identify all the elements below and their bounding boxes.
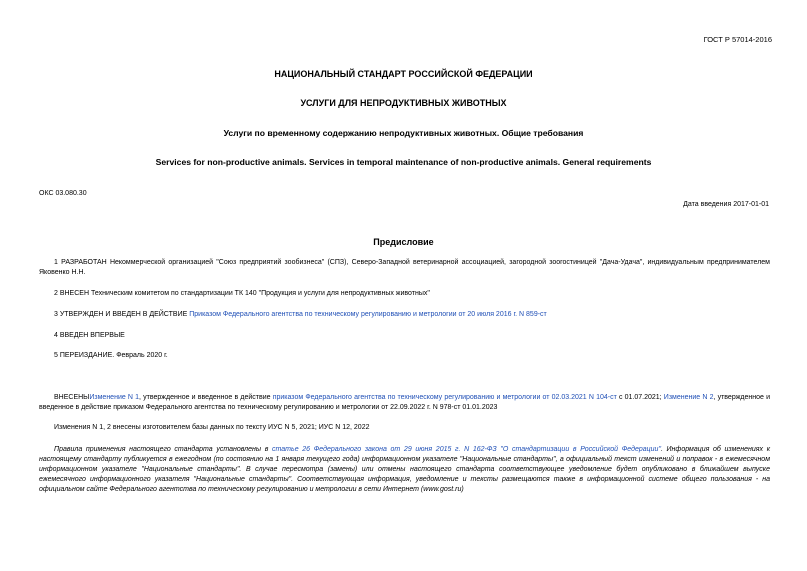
approval-order-link[interactable]: Приказом Федерального агентства по техническому регулированию и метрологии от 20 июля 2016 г. N 859-ст [189, 311, 547, 318]
standard-heading: НАЦИОНАЛЬНЫЙ СТАНДАРТ РОССИЙСКОЙ ФЕДЕРАЦИИ [274, 69, 533, 79]
foreword-item-3 [39, 310, 770, 320]
document-title: УСЛУГИ ДЛЯ НЕПРОДУКТИВНЫХ ЖИВОТНЫХ [300, 98, 507, 108]
foreword-item-5: 5 ПЕРЕИЗДАНИЕ. Февраль 2020 г. [54, 352, 168, 359]
foreword-item-2: 2 ВНЕСЕН Техническим комитетом по стандартизации ТК 140 "Продукция и услуги для непродуктивных животных" [54, 290, 430, 297]
subtitle-english: Services for non-productive animals. Services in temporal maintenance of non-productive animals. General requirements [155, 157, 652, 167]
rules-text-1: Правила применения настоящего стандарта установлены в [54, 446, 273, 453]
oks-code: ОКС 03.080.30 [39, 190, 87, 197]
introduction-date: Дата введения 2017-01-01 [683, 201, 769, 208]
changes-label: ВНЕСЕНЫ [54, 394, 90, 401]
rules-paragraph [39, 445, 770, 495]
amendment-2-link[interactable]: Изменение N 2 [663, 394, 714, 401]
subtitle-russian: Услуги по временному содержанию непродуктивных животных. Общие требования [223, 128, 584, 138]
foreword-item-4: 4 ВВЕДЕН ВПЕРВЫЕ [54, 332, 125, 339]
foreword-item-1: 1 РАЗРАБОТАН Некоммерческой организацией "Союз предприятий зообизнеса" (СПЗ), Северо-Западной ветеринарной ассоциацией, загородной зоогостиницей "Дача-Удача", индивидуальным предпринимателем Яковенко Н.Н. [39, 259, 770, 276]
document-number: ГОСТ Р 57014-2016 [703, 35, 772, 44]
foreword-heading: Предисловие [373, 237, 434, 247]
federal-law-link[interactable]: статье 26 Федерального закона от 29 июня 2015 г. N 162-ФЗ "О стандартизации в Российской Федерации" [272, 446, 661, 453]
changes-paragraph [39, 393, 770, 413]
changes-text-1: , утвержденное и введенное в действие [139, 394, 273, 401]
changes-text-3: , утвержденное и введенное в действие приказом Федерального агентства по техническому регулированию и метрологии от 22.09.2022 г. N 978-ст 01.01.2023 [39, 394, 770, 411]
amendment-1-order-link[interactable]: приказом Федерального агентства по техническому регулированию и метрологии от 02.03.2021 N 104-ст [272, 394, 617, 401]
foreword-item-3-text: 3 УТВЕРЖДЕН И ВВЕДЕН В ДЕЙСТВИЕ [54, 311, 190, 318]
rules-text-2: . Информация об изменениях к настоящему стандарту публикуется в ежегодном (по состоянию на 1 января текущего года) информационном указателе "Национальные стандарты", а официальный текст изменений и поправок - в ежемесячном информационном указателе "Национальные стандарты". В случае пересмотра (замены) или отмены настоящего стандарта соответствующее уведомление будет опубликовано в ближайшем выпуске ежемесячного информационного указателя "Национальные стандарты". Соответствующая информация, уведомление и тексты размещаются также в информационной системе общего пользования - на официальном сайте Федерального агентства по техническому регулированию и метрологии в сети Интернет (www.gost.ru) [39, 446, 771, 493]
changes-text-2: с 01.07.2021; [616, 394, 664, 401]
amendment-1-link[interactable]: Изменение N 1 [89, 394, 140, 401]
changes-note: Изменения N 1, 2 внесены изготовителем базы данных по тексту ИУС N 5, 2021; ИУС N 12, 2022 [54, 424, 370, 431]
